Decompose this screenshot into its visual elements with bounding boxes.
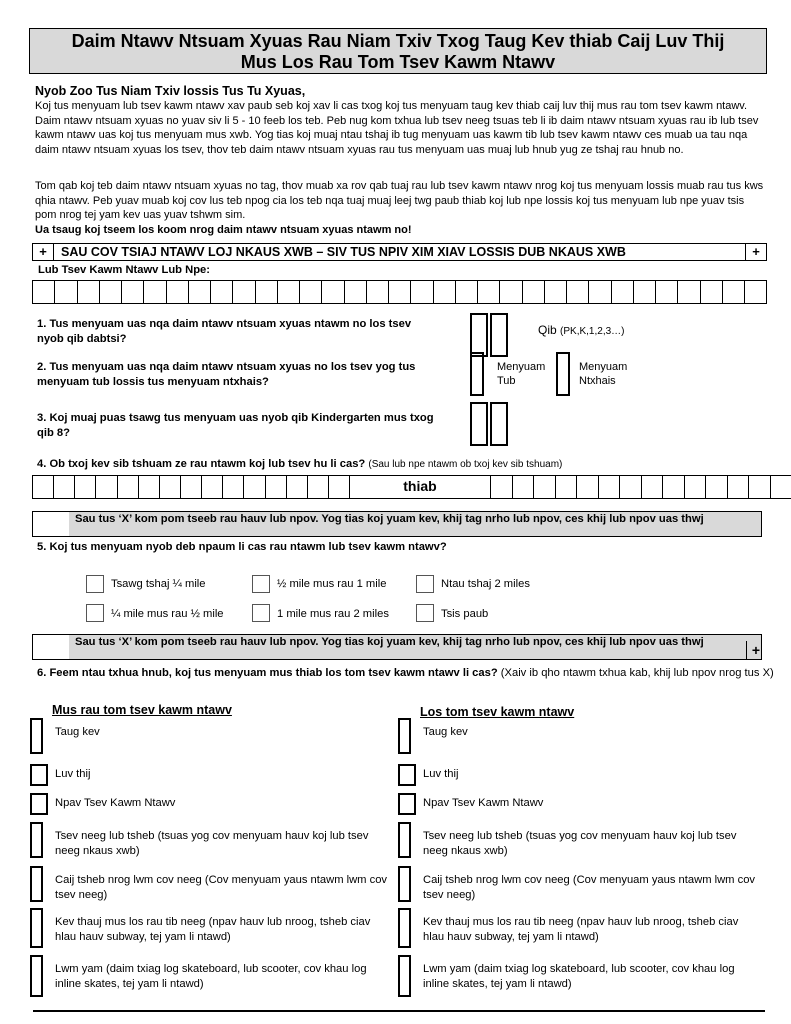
character-cell[interactable] bbox=[139, 476, 160, 498]
character-cell[interactable] bbox=[500, 281, 522, 303]
transport-from-checkbox[interactable] bbox=[398, 718, 411, 754]
character-cell[interactable] bbox=[685, 476, 707, 498]
transport-from-checkbox[interactable] bbox=[398, 908, 411, 948]
question-4-hint: (Sau lub npe ntawm ob txoj kev sib tshuam) bbox=[368, 459, 563, 470]
distance-option-1-checkbox[interactable] bbox=[86, 575, 104, 593]
plus-marker-right: + bbox=[745, 244, 766, 260]
grade-input-boxes[interactable] bbox=[470, 313, 510, 357]
column-header-to-school: Mus rau tom tsev kawm ntawv bbox=[52, 703, 232, 717]
transport-to-label: Tsev neeg lub tsheb (tsuas yog cov menyuam hauv koj lub tsev neeg nkaus xwb) bbox=[55, 830, 369, 857]
cross-streets-input[interactable] bbox=[32, 475, 791, 499]
character-cell[interactable] bbox=[663, 476, 685, 498]
character-cell[interactable] bbox=[33, 476, 54, 498]
transport-from-label: Caij tsheb nrog lwm cov neeg (Cov menyuam yaus ntawm lwm cov tsev neeg) bbox=[423, 874, 756, 901]
transport-to-checkbox[interactable] bbox=[30, 793, 48, 815]
thank-you-line: Ua tsaug koj tseem los koom nrog daim ntawv ntsuam xyuas ntawm no! bbox=[35, 223, 412, 236]
transport-from-checkbox[interactable] bbox=[398, 866, 411, 902]
joiner-word: thiab bbox=[350, 475, 490, 499]
intro-paragraph-2 bbox=[35, 179, 765, 237]
character-cell[interactable] bbox=[266, 476, 287, 498]
character-cell[interactable] bbox=[78, 281, 100, 303]
children-count-boxes[interactable] bbox=[470, 402, 510, 446]
distance-option-2-checkbox[interactable] bbox=[252, 575, 270, 593]
character-cell[interactable] bbox=[122, 281, 144, 303]
school-name-label: Lub Tsev Kawm Ntawv Lub Npe: bbox=[38, 264, 210, 276]
distance-option-4-checkbox[interactable] bbox=[86, 604, 104, 622]
transport-to-label: Lwm yam (daim txiag log skateboard, lub scooter, cov khau log inline skates, tej yam li ntawd) bbox=[55, 963, 367, 990]
character-cell[interactable] bbox=[620, 476, 642, 498]
school-name-input-grid[interactable] bbox=[32, 280, 767, 304]
question-4 bbox=[37, 457, 777, 473]
character-cell[interactable] bbox=[556, 476, 578, 498]
distance-option-5-checkbox[interactable] bbox=[252, 604, 270, 622]
distance-option-6-checkbox[interactable] bbox=[416, 604, 434, 622]
transport-from-checkbox[interactable] bbox=[398, 764, 416, 786]
character-cell[interactable] bbox=[642, 476, 664, 498]
girl-checkbox[interactable] bbox=[556, 352, 570, 396]
transport-to-label: Npav Tsev Kawm Ntawv bbox=[55, 797, 176, 809]
character-cell[interactable] bbox=[55, 281, 77, 303]
character-cell[interactable] bbox=[308, 476, 329, 498]
character-cell[interactable] bbox=[54, 476, 75, 498]
character-cell[interactable] bbox=[478, 281, 500, 303]
character-cell[interactable] bbox=[181, 476, 202, 498]
character-cell[interactable] bbox=[33, 281, 55, 303]
grade-label: Qib bbox=[538, 323, 557, 337]
character-cell[interactable] bbox=[534, 476, 556, 498]
instruction-text-1: Sau tus ‘X’ kom pom tseeb rau hauv lub npov. Yog tias koj yuam kev, khij tag nrho lub npov, ces khij lub npov uas thwj bbox=[75, 513, 704, 525]
character-cell[interactable] bbox=[771, 476, 791, 498]
character-cell[interactable] bbox=[287, 476, 308, 498]
character-cell[interactable] bbox=[513, 476, 535, 498]
transport-from-checkbox[interactable] bbox=[398, 822, 411, 858]
distance-option-2-label: ½ mile mus rau 1 mile bbox=[277, 578, 387, 590]
transport-from-label: Kev thauj mus los rau tib neeg (npav hauv lub nroog, tsheb ciav hlau hauv subway, tej yam li ntawd) bbox=[423, 916, 739, 943]
distance-option-6-label: Tsis paub bbox=[441, 608, 489, 620]
question-5: 5. Koj tus menyuam nyob deb npaum li cas rau ntawm lub tsev kawm ntawv? bbox=[37, 541, 447, 553]
character-cell[interactable] bbox=[523, 281, 545, 303]
transport-to-checkbox[interactable] bbox=[30, 822, 43, 858]
transport-from-label: Lwm yam (daim txiag log skateboard, lub scooter, cov khau log inline skates, tej yam li ntawd) bbox=[423, 963, 735, 990]
character-cell[interactable] bbox=[233, 281, 255, 303]
section-title: SAU COV TSIAJ NTAWV LOJ NKAUS XWB – SIV TUS NPIV XIM XIAV LOSSIS DUB NKAUS XWB bbox=[61, 245, 626, 259]
transport-to-checkbox[interactable] bbox=[30, 866, 43, 902]
transport-to-checkbox[interactable] bbox=[30, 764, 48, 786]
question-3: 3. Koj muaj puas tsawg tus menyuam uas nyob qib Kindergarten mus txog qib 8? bbox=[37, 412, 434, 439]
character-cell[interactable] bbox=[160, 476, 181, 498]
character-cell[interactable] bbox=[202, 476, 223, 498]
transport-to-label: Taug kev bbox=[55, 726, 100, 738]
transport-from-label: Npav Tsev Kawm Ntawv bbox=[423, 797, 544, 809]
distance-option-3-label: Ntau tshaj 2 miles bbox=[441, 578, 530, 590]
instruction-banner-1 bbox=[32, 511, 762, 537]
character-cell[interactable] bbox=[345, 281, 367, 303]
question-6-text: 6. Feem ntau txhua hnub, koj tus menyuam mus thiab los tom tsev kawm ntawv li cas? bbox=[37, 667, 498, 679]
section-header-bar bbox=[32, 243, 767, 261]
character-cell[interactable] bbox=[189, 281, 211, 303]
transport-to-checkbox[interactable] bbox=[30, 908, 43, 948]
boy-label: Menyuam Tub bbox=[497, 361, 546, 387]
character-cell[interactable] bbox=[589, 281, 611, 303]
character-cell[interactable] bbox=[278, 281, 300, 303]
transport-to-label: Kev thauj mus los rau tib neeg (npav hauv lub nroog, tsheb ciav hlau hauv subway, tej yam li ntawd) bbox=[55, 916, 371, 943]
character-cell[interactable] bbox=[256, 281, 278, 303]
character-cell[interactable] bbox=[96, 476, 117, 498]
instruction-text-2: Sau tus ‘X’ kom pom tseeb rau hauv lub npov. Yog tias koj yuam kev, khij tag nrho lub npov, ces khij lub npov uas thwj bbox=[75, 636, 704, 648]
question-2: 2. Tus menyuam uas nqa daim ntawv ntsuam xyuas no los tsev yog tus menyuam tub lossis tus menyuam ntxhais? bbox=[37, 361, 416, 388]
character-cell[interactable] bbox=[634, 281, 656, 303]
character-cell[interactable] bbox=[577, 476, 599, 498]
character-cell[interactable] bbox=[411, 281, 433, 303]
character-cell[interactable] bbox=[167, 281, 189, 303]
title-line-2: Mus Los Rau Tom Tsev Kawm Ntawv bbox=[240, 52, 556, 72]
bottom-border bbox=[33, 1010, 765, 1012]
character-cell[interactable] bbox=[599, 476, 621, 498]
character-cell[interactable] bbox=[749, 476, 771, 498]
character-cell[interactable] bbox=[678, 281, 700, 303]
column-header-from-school: Los tom tsev kawm ntawv bbox=[420, 705, 575, 719]
intro-paragraph-2-text: Tom qab koj teb daim ntawv ntsuam xyuas no tag, thov muab xa rov qab tuaj rau lub tsev kawm ntawv nrog koj tus menyuam lossis muab rau tus kws qhia ntawv. Peb yuav muab koj cov lus teb npog cia los teb nqa tuaj muaj leej twg paub thiab koj lub npe lossis koj tus menyuam lub npe yuav tsis pom nrog tej yam kev uas yuav tshwm sim. bbox=[35, 180, 764, 221]
character-cell[interactable] bbox=[223, 476, 244, 498]
transport-to-checkbox[interactable] bbox=[30, 955, 43, 997]
plus-marker-instruction: + bbox=[746, 641, 765, 659]
girl-label: Menyuam Ntxhais bbox=[579, 361, 628, 387]
character-cell[interactable] bbox=[389, 281, 411, 303]
page-title bbox=[29, 28, 767, 74]
character-cell[interactable] bbox=[75, 476, 96, 498]
transport-from-label: Tsev neeg lub tsheb (tsuas yog cov menyuam hauv koj lub tsev neeg nkaus xwb) bbox=[423, 830, 737, 857]
street-2-grid[interactable] bbox=[490, 475, 791, 499]
character-cell[interactable] bbox=[567, 281, 589, 303]
character-cell[interactable] bbox=[728, 476, 750, 498]
character-cell[interactable] bbox=[322, 281, 344, 303]
boy-checkbox[interactable] bbox=[470, 352, 484, 396]
distance-option-1-label: Tsawg tshaj ¼ mile bbox=[111, 578, 206, 590]
plus-marker-left: + bbox=[33, 244, 54, 260]
distance-option-5-label: 1 mile mus rau 2 miles bbox=[277, 608, 389, 620]
character-cell[interactable] bbox=[491, 476, 513, 498]
character-cell[interactable] bbox=[723, 281, 745, 303]
character-cell[interactable] bbox=[434, 281, 456, 303]
transport-to-checkbox[interactable] bbox=[30, 718, 43, 754]
character-cell[interactable] bbox=[656, 281, 678, 303]
character-cell[interactable] bbox=[701, 281, 723, 303]
street-1-grid[interactable] bbox=[32, 475, 350, 499]
greeting: Nyob Zoo Tus Niam Txiv lossis Tus Tu Xyuas, bbox=[35, 84, 306, 98]
instruction-banner-2 bbox=[32, 634, 762, 660]
question-6-hint: (Xaiv ib qho ntawm txhua kab, khij lub npov nrog tus X) bbox=[500, 667, 774, 679]
character-cell[interactable] bbox=[211, 281, 233, 303]
title-line-1: Daim Ntawv Ntsuam Xyuas Rau Niam Txiv Txog Taug Kev thiab Caij Luv Thij bbox=[71, 31, 725, 51]
character-cell[interactable] bbox=[144, 281, 166, 303]
transport-to-label: Caij tsheb nrog lwm cov neeg (Cov menyuam yaus ntawm lwm cov tsev neeg) bbox=[55, 874, 388, 901]
distance-option-3-checkbox[interactable] bbox=[416, 575, 434, 593]
character-cell[interactable] bbox=[745, 281, 766, 303]
character-cell[interactable] bbox=[456, 281, 478, 303]
character-cell[interactable] bbox=[545, 281, 567, 303]
character-cell[interactable] bbox=[118, 476, 139, 498]
transport-from-label: Taug kev bbox=[423, 726, 468, 738]
character-cell[interactable] bbox=[706, 476, 728, 498]
question-6 bbox=[37, 666, 777, 681]
character-cell[interactable] bbox=[300, 281, 322, 303]
character-cell[interactable] bbox=[367, 281, 389, 303]
intro-paragraph-1: Koj tus menyuam lub tsev kawm ntawv xav paub seb koj xav li cas txog koj tus menyuam taug kev thiab caij luv thij mus rau tom tsev kawm ntawv. Daim ntawv ntsuam xyuas no yuav siv li 5 - 10 feeb los teb. Peb nug kom txhua lub tsev neeg tsuas teb li ib daim ntawv ntsuam xyuas rau ib lub tsev kawm ntawv uas koj tus menyuam mus xwb. Yog tias koj muaj ntau tshaj ib tug menyuam uas kawm tib lub tsev kawm ntawv ces muab ua tau nqa daim ntawv ntsuam xyuas los tsev, thov teb daim ntawv ntsuam xyuas rau tus menyuam uas muaj lub hnub yug ze tshaj rau hnub no. bbox=[35, 100, 759, 156]
transport-to-label: Luv thij bbox=[55, 768, 91, 780]
character-cell[interactable] bbox=[100, 281, 122, 303]
transport-from-label: Luv thij bbox=[423, 768, 459, 780]
question-1: 1. Tus menyuam uas nqa daim ntawv ntsuam xyuas ntawm no los tsev nyob qib dabtsi? bbox=[37, 318, 412, 345]
transport-from-checkbox[interactable] bbox=[398, 793, 416, 815]
character-cell[interactable] bbox=[612, 281, 634, 303]
transport-from-checkbox[interactable] bbox=[398, 955, 411, 997]
grade-hint: (PK,K,1,2,3…) bbox=[560, 326, 625, 337]
character-cell[interactable] bbox=[329, 476, 349, 498]
character-cell[interactable] bbox=[244, 476, 265, 498]
grade-label-group bbox=[538, 323, 625, 339]
question-4-text: 4. Ob txoj kev sib tshuam ze rau ntawm koj lub tsev hu li cas? bbox=[37, 458, 366, 470]
distance-option-4-label: ¼ mile mus rau ½ mile bbox=[111, 608, 224, 620]
